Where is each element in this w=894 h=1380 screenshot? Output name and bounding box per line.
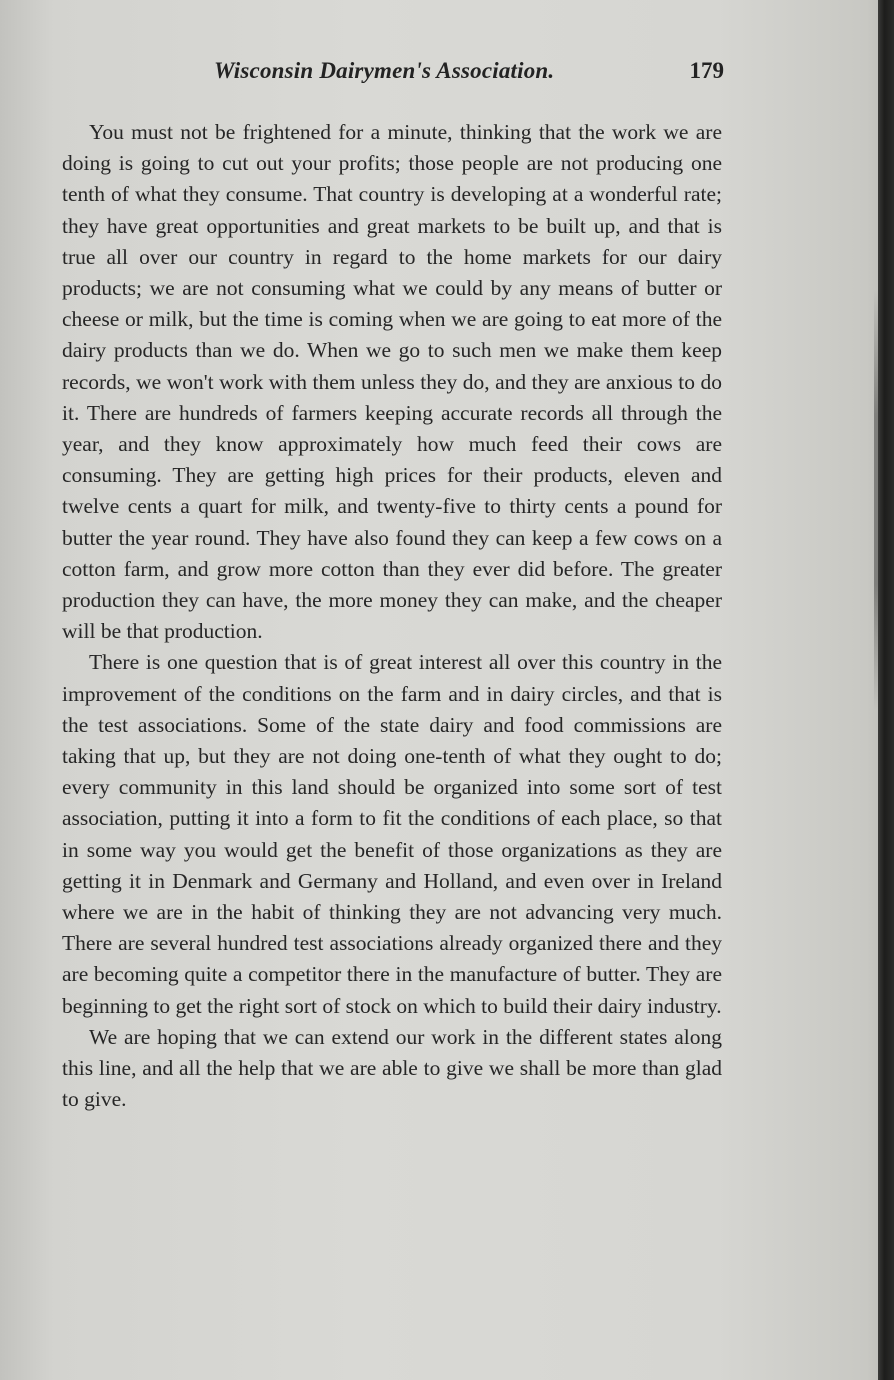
paragraph: There is one question that is of great interest all over this country in the improvement of the conditions on the farm and in dairy circles, and that is the test associations. Some of the state dairy and food commissions are taking that up, but they are not doing one-tenth of what they ought to do; every community in this land should be organized into some sort of test association, putting it into a form to fit the conditions of each place, so that in some way you would get the benefit of those organizations as they are getting it in Denmark and Germany and Holland, and even over in Ireland where we are in the habit of thinking they are not advancing very much. There are several hundred test associations already organized there and they are becoming quite a competitor there in the manufacture of butter. They are beginning to get the right sort of stock on which to build their dairy industry. — [62, 650, 722, 1018]
running-head — [72, 58, 732, 92]
paragraph: You must not be frightened for a minute, thinking that the work we are doing is going to cut out your profits; those people are not producing one tenth of what they consume. That country is developing at a wonderful rate; they have great opportunities and great markets to be built up, and that is true all over our country in regard to the home markets for our dairy products; we are not consuming what we could by any means of butter or cheese or milk, but the time is coming when we are going to eat more of the dairy products than we do. When we go to such men we make them keep records, we won't work with them unless they do, and they are anxious to do it. There are hundreds of farmers keeping accurate records all through the year, and they know approximately how much feed their cows are consuming. They are getting high prices for their products, eleven and twelve cents a quart for milk, and twenty-five to thirty cents a pound for butter the year round. They have also found they can keep a few cows on a cotton farm, and grow more cotton than they ever did before. The greater production they can have, the more money they can make, and the cheaper will be that production. — [62, 120, 722, 644]
running-title: Wisconsin Dairymen's Association. — [214, 58, 555, 83]
paragraph: We are hoping that we can extend our work in the different states along this line, and all the help that we are able to give we shall be more than glad to give. — [62, 1024, 722, 1112]
page-number: 179 — [689, 58, 724, 83]
body-text — [62, 117, 722, 1116]
page-edge — [878, 0, 894, 1380]
